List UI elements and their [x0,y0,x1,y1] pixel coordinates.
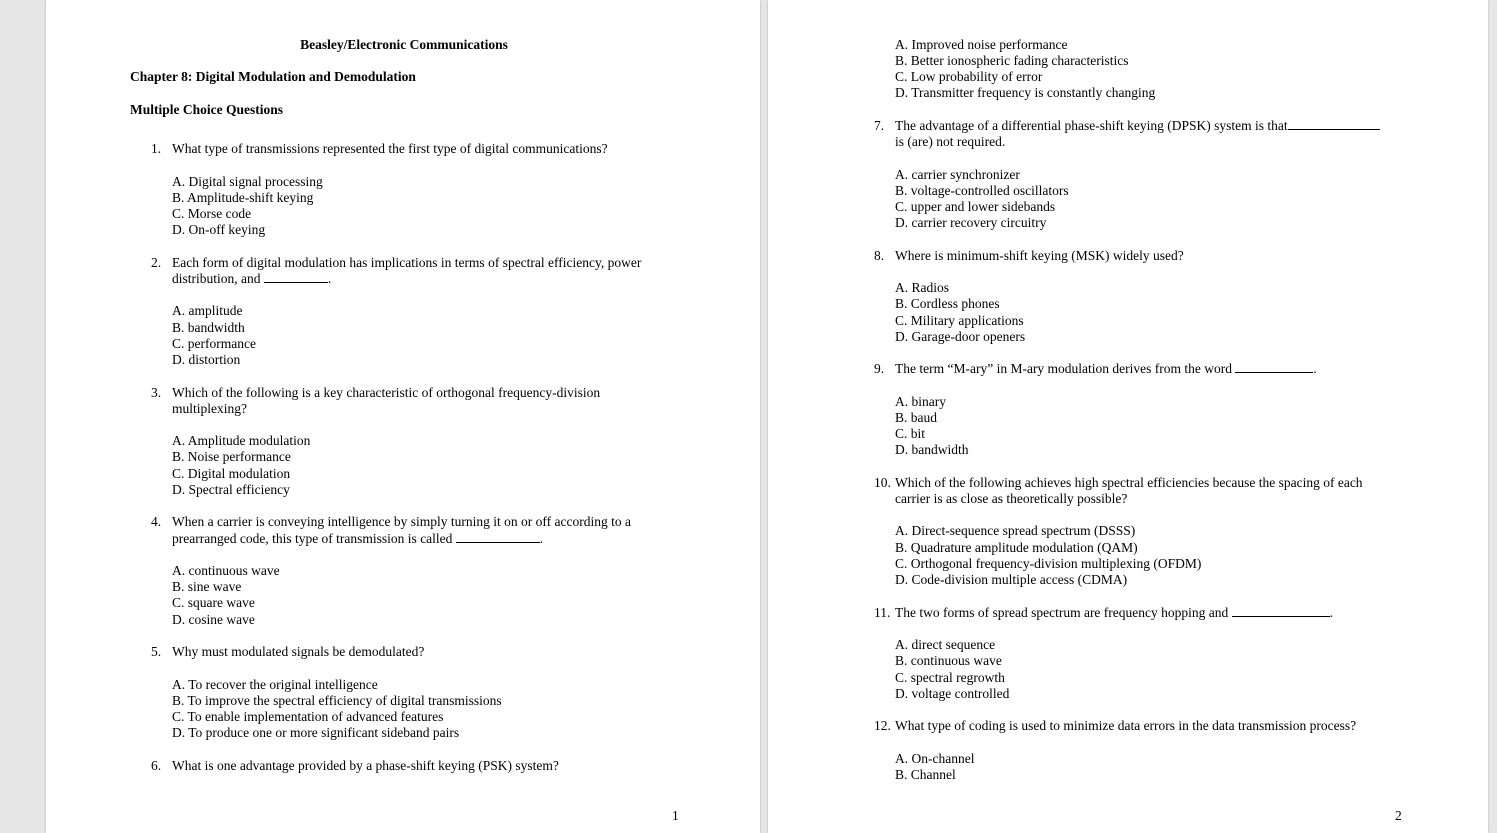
question-number: 12. [874,718,891,733]
question-text-line-2: multiplexing? [172,401,247,416]
option-d: D. voltage controlled [895,686,1010,701]
option-d: D. Spectral efficiency [172,482,290,497]
option-b: B. Channel [895,767,956,782]
option-d: D. cosine wave [172,612,255,627]
answer-blank [456,531,540,543]
option-b: B. Noise performance [172,449,291,464]
option-a: A. Radios [895,280,949,295]
option-a: A. binary [895,394,946,409]
question-number: 3. [151,385,162,400]
page-number: 1 [672,808,679,823]
question-text: The term “M-ary” in M-ary modulation derives from the word . [895,361,1317,376]
question-text: What type of transmissions represented the first type of digital communications? [172,141,608,156]
question-number: 6. [151,758,162,773]
question-text-line-2: carrier is as close as theoretically possible? [895,491,1128,506]
option-a: A. amplitude [172,303,243,318]
option-b: B. bandwidth [172,320,245,335]
option-a: A. On-channel [895,751,975,766]
question-text: Why must modulated signals be demodulated? [172,644,425,659]
answer-blank [1235,361,1313,373]
page-number: 2 [1395,808,1402,823]
option-b: B. sine wave [172,579,242,594]
question-text-line-1: Which of the following is a key characteristic of orthogonal frequency-division [172,385,601,400]
question-text-line-1: Each form of digital modulation has implications in terms of spectral efficiency, power [172,255,642,270]
option-a: A. Digital signal processing [172,174,323,189]
option-d: D. distortion [172,352,241,367]
question-text: What is one advantage provided by a phase-shift keying (PSK) system? [172,758,559,773]
section-title: Multiple Choice Questions [130,102,284,117]
option-d: D. bandwidth [895,442,969,457]
question-number: 11. [874,605,891,620]
option-b: B. Quadrature amplitude modulation (QAM) [895,540,1138,555]
option-d: D. To produce one or more significant sideband pairs [172,725,460,740]
option-a: A. Direct-sequence spread spectrum (DSSS) [895,523,1136,538]
option-a: A. Improved noise performance [895,37,1068,52]
option-c: C. upper and lower sidebands [895,199,1056,214]
option-d: D. carrier recovery circuitry [895,215,1047,230]
question-text-line-1: When a carrier is conveying intelligence by simply turning it on or off according to a [172,514,631,529]
option-c: C. To enable implementation of advanced features [172,709,444,724]
question-number: 2. [151,255,162,270]
answer-blank [1288,118,1380,130]
question-text: Where is minimum-shift keying (MSK) widely used? [895,248,1184,263]
option-a: A. continuous wave [172,563,280,578]
question-text: The two forms of spread spectrum are frequency hopping and . [895,605,1334,620]
option-c: C. bit [895,426,926,441]
option-b: B. To improve the spectral efficiency of digital transmissions [172,693,502,708]
option-c: C. Military applications [895,313,1024,328]
question-text-line-1: The advantage of a differential phase-shift keying (DPSK) system is that [895,118,1380,134]
question-text: What type of coding is used to minimize data errors in the data transmission process? [895,718,1357,733]
option-d: D. Transmitter frequency is constantly changing [895,85,1156,100]
option-b: B. Amplitude-shift keying [172,190,314,205]
question-number: 8. [874,248,885,263]
option-a: A. direct sequence [895,637,996,652]
option-b: B. Cordless phones [895,296,1000,311]
option-d: D. Garage-door openers [895,329,1026,344]
question-number: 10. [874,475,891,490]
option-a: A. Amplitude modulation [172,433,311,448]
question-number: 1. [151,141,162,156]
answer-blank [1232,605,1330,617]
question-text-line-1: Which of the following achieves high spectral efficiencies because the spacing of each [895,475,1363,490]
option-b: B. baud [895,410,937,425]
document-page-1 [46,0,760,833]
option-d: D. On-off keying [172,222,266,237]
answer-blank [264,271,328,283]
question-number: 4. [151,514,162,529]
option-c: C. Morse code [172,206,252,221]
option-c: C. performance [172,336,256,351]
document-page-2 [768,0,1488,833]
question-number: 5. [151,644,162,659]
question-number: 7. [874,118,885,133]
option-c: C. Orthogonal frequency-division multiplexing (OFDM) [895,556,1202,571]
option-c: C. Digital modulation [172,466,291,481]
option-c: C. Low probability of error [895,69,1043,84]
option-a: A. carrier synchronizer [895,167,1020,182]
option-d: D. Code-division multiple access (CDMA) [895,572,1128,587]
question-number: 9. [874,361,885,376]
option-c: C. spectral regrowth [895,670,1005,685]
option-b: B. voltage-controlled oscillators [895,183,1069,198]
question-text-line-2: prearranged code, this type of transmission is called . [172,531,544,546]
option-c: C. square wave [172,595,255,610]
option-a: A. To recover the original intelligence [172,677,378,692]
option-b: B. continuous wave [895,653,1002,668]
question-text-line-2: distribution, and . [172,271,332,286]
book-title: Beasley/Electronic Communications [300,37,508,52]
question-text-line-2: is (are) not required. [895,134,1006,149]
chapter-title: Chapter 8: Digital Modulation and Demodulation [130,69,416,84]
option-b: B. Better ionospheric fading characteristics [895,53,1129,68]
